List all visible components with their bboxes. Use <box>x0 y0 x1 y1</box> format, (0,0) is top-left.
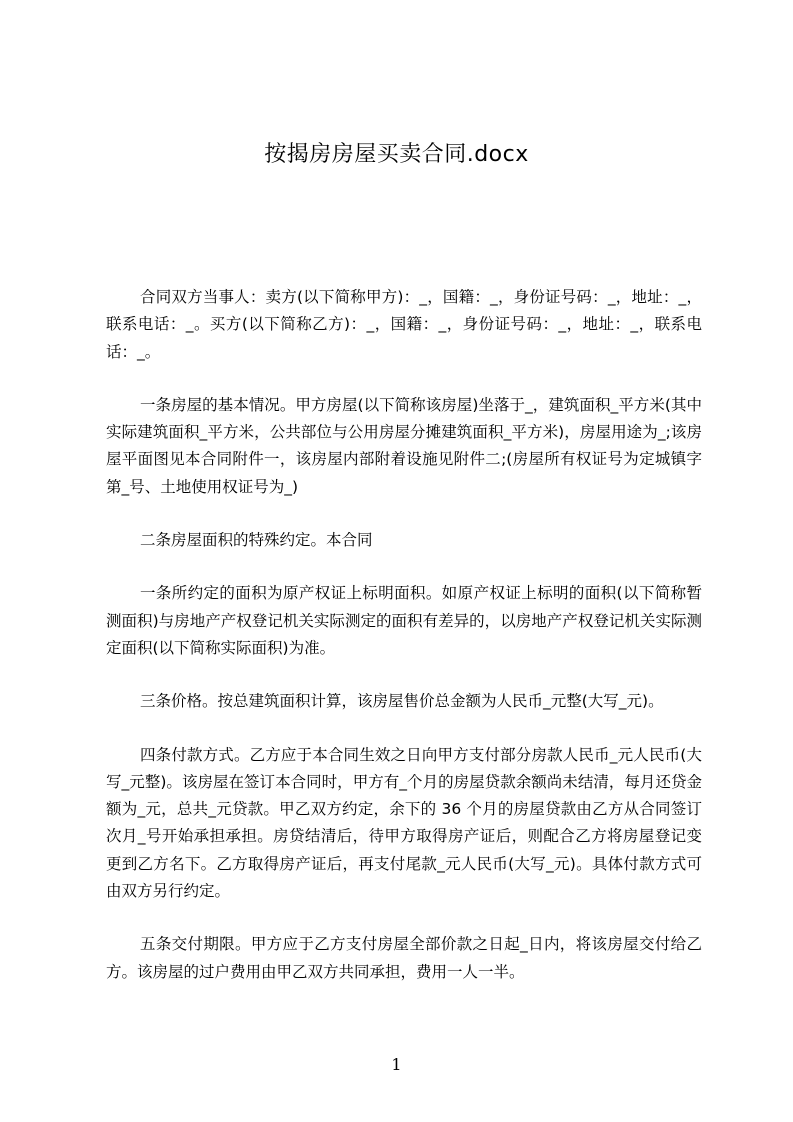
paragraph-article-2: 二条房屋面积的特殊约定。本合同 <box>140 531 373 550</box>
paragraph-article-5: 五条交付期限。甲方应于乙方支付房屋全部价款之日起_日内，将该房屋交付给乙方。该房屋的过户费用由甲乙双方共同承担，费用一人一半。 <box>106 935 702 981</box>
paragraph-article-1: 一条房屋的基本情况。甲方房屋(以下简称该房屋)坐落于_，建筑面积_平方米(其中实际建筑面积_平方米，公共部位与公用房屋分摊建筑面积_平方米)，房屋用途为_;该房屋平面图见本合同附件一，该房屋内部附着设施见附件二;(房屋所有权证号为定城镇字第_号、土地使用权证号为_) <box>106 395 702 496</box>
document-body <box>106 284 702 1012</box>
paragraph-article-3: 三条价格。按总建筑面积计算，该房屋售价总金额为人民币_元整(大写_元)。 <box>140 692 664 711</box>
page-number: 1 <box>391 1055 402 1074</box>
paragraph-article-4: 四条付款方式。乙方应于本合同生效之日向甲方支付部分房款人民币_元人民币(大写_元整)。该房屋在签订本合同时，甲方有_个月的房屋贷款余额尚未结清，每月还贷金额为_元，总共_元贷款。甲乙双方约定，余下的 36 个月的房屋贷款由乙方从合同签订次月_号开始承担承担。房贷结清后，待甲方取得房产证后，则配合乙方将房屋登记变更到乙方名下。乙方取得房产证后，再支付尾款_元人民币(大写_元)。具体付款方式可由双方另行约定。 <box>106 745 702 901</box>
paragraph-parties: 合同双方当事人：卖方(以下简称甲方)：_，国籍：_，身份证号码：_，地址：_，联系电话：_。买方(以下简称乙方)：_，国籍：_，身份证号码：_，地址：_，联系电话：_。 <box>106 288 702 361</box>
document-title: 按揭房房屋买卖合同.docx <box>264 142 529 167</box>
paragraph-area-clause: 一条所约定的面积为原产权证上标明面积。如原产权证上标明的面积(以下简称暂测面积)与房地产产权登记机关实际测定的面积有差异的，以房地产产权登记机关实际测定面积(以下简称实际面积)为准。 <box>106 584 702 657</box>
